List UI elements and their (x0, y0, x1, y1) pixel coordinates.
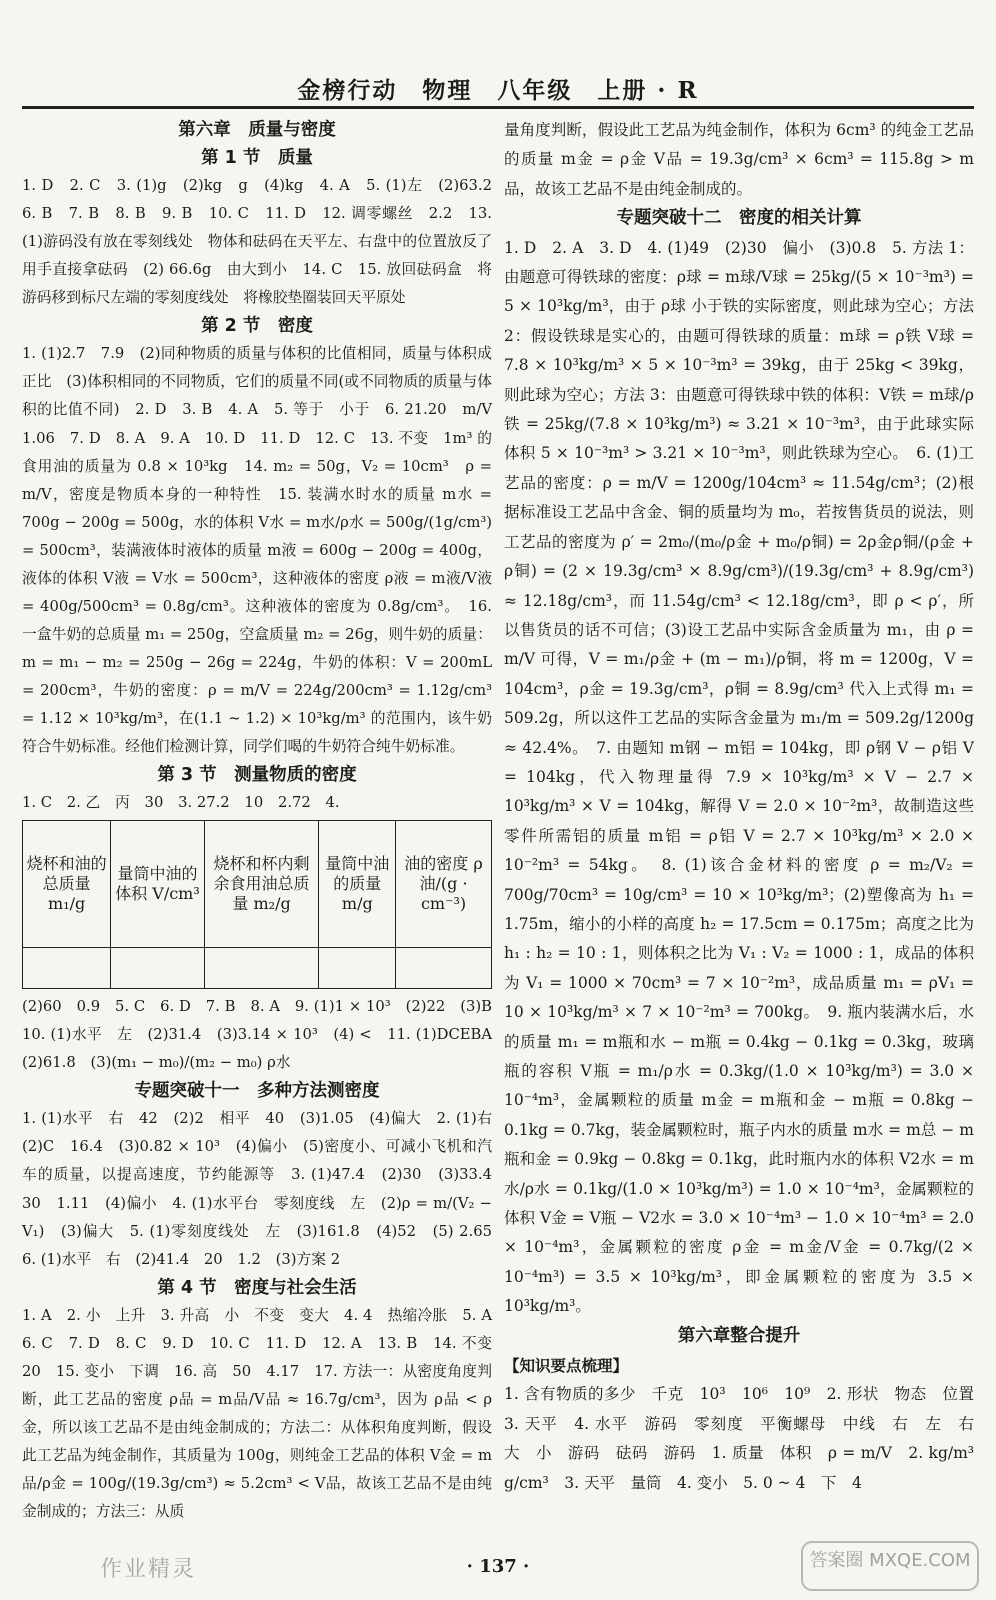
answer-paragraph: 1. A 2. 小 上升 3. 升高 小 不变 变大 4. 4 热缩冷胀 5. A 6. C 7. D 8. C 9. D 10. C 11. D 12. A 13. B 14. 不变 20 15. 变小 下调 16. 高 50 4.17 17. 方法一：从密度角度判断，此工艺品的密度 ρ品 = m品/V品 ≈ 16.7g/cm³，因为 ρ品 < ρ金，所以该工艺品不是由纯金制成的；方法二：从体积角度判断，假设此工艺品为纯金制作，其质量为 100g，则纯金工艺品的体积 V金 = m品/ρ金 = 100g/(19.3g/cm³) ≈ 5.2cm³ < V品，故该工艺品不是由纯金制成的；方法三：从质 (22, 1306, 507, 1521)
section-heading: 第六章整合提升 (677, 1325, 801, 1346)
page-header (0, 0, 996, 104)
header-title: 金榜行动 物理 八年级 上册 · R (297, 77, 699, 104)
section-heading: 专题突破十二 密度的相关计算 (616, 208, 862, 229)
section-heading: 第 3 节 测量物质的密度 (157, 765, 357, 786)
answer-paragraph: 1. D 2. A 3. D 4. (1)49 (2)30 偏小 (3)0.8 5. 方法 1：由题意可得铁球的密度：ρ球 = m球/V球 = 25kg/(5 × 10⁻³m³) = 5 × 10³kg/m³，由于 ρ球 小于铁的实际密度，则此球为空心；方法 2：假设铁球是实心的，由题可得铁球的质量：m球 = ρ铁 V球 = 7.8 × 10³kg/m³ × 5 × 10⁻³m³ = 39kg，由于 25kg < 39kg，则此球为空心；方法 3：由题意可得铁球中铁的体积：V铁 = m球/ρ铁 = 25kg/(7.8 × 10³kg/m³) ≈ 3.21 × 10⁻³m³，由于此球实际体积 5 × 10⁻³m³ > 3.21 × 10⁻³m³，则此铁球为空心。 6. (1)工艺品的密度：ρ = m/V = 1200g/104cm³ ≈ 11.54g/cm³；(2)根据标准设工艺品中含金、铜的质量均为 m₀，若按售货员的说法，则工艺品的密度为 ρ′ = 2m₀/(m₀/ρ金 + m₀/ρ铜) = 2ρ金ρ铜/(ρ金 + ρ铜) = (2 × 19.3g/cm³ × 8.9g/cm³)/(19.3g/cm³ + 8.9g/cm³) ≈ 12.18g/cm³，而 11.54g/cm³ < 12.18g/cm³，即 ρ < ρ′，所以售货员的话不可信；(3)设工艺品中实际含金质量为 m₁，由 ρ = m/V 可得，V = m₁/ρ金 + (m − m₁)/ρ铜，将 m = 1200g，V = 104cm³，ρ金 = 19.3g/cm³，ρ铜 = 8.9g/cm³ 代入上式得 m₁ = 509.2g，所以这件工艺品的实际含金量为 m₁/m = 509.2g/1200g ≈ 42.4%。 7. 由题知 m钢 − m铝 = 104kg，即 ρ钢 V − ρ铝 V = 104kg，代入物理量得 7.9 × 10³kg/m³ × V − 2.7 × 10³kg/m³ × V = 104kg，解得 V = 2.0 × 10⁻²m³，故制造这些零件所需铝的质量 m铝 = ρ铝 V = 2.7 × 10³kg/m³ × 2.0 × 10⁻²m³ = 54kg。 8. (1)该合金材料的密度 ρ = m₂/V₂ = 700g/70cm³ = 10g/cm³ = 10 × 10³kg/m³；(2)塑像高为 h₁ = 1.75m，缩小的小样的高度 h₂ = 17.5cm = 0.175m；高度之比为 h₁ : h₂ = 10 : 1，则体积之比为 V₁ : V₂ = 1000 : 1，成品的体积为 V₁ = 1000 × 70cm³ = 7 × 10⁻²m³，成品质量 m₁ = ρV₁ = 10 × 10³kg/m³ × 7 × 10⁻²m³ = 700kg。 9. 瓶内装满水后，水的质量 m₁ = m瓶和水 − m瓶 = 0.4kg − 0.1kg = 0.3kg，玻璃瓶的容积 V瓶 = m₁/ρ水 = 0.3kg/(1.0 × 10³kg/m³) = 3.0 × 10⁻⁴m³，金属颗粒的质量 m金 = m瓶和金 − m瓶 = 0.8kg − 0.1kg = 0.7kg，装金属颗粒时，瓶子内水的质量 m水 = m总 − m瓶和金 = 0.9kg − 0.8kg = 0.1kg，此时瓶内水的体积 V2水 = m水/ρ水 = 0.1kg/(1.0 × 10³kg/m³) = 1.0 × 10⁻⁴m³，金属颗粒的体积 V金 = V瓶 − V2水 = 3.0 × 10⁻⁴m³ − 1.0 × 10⁻⁴m³ = 2.0 × 10⁻⁴m³，金属颗粒的密度 ρ金 = m金/V金 = 0.7kg/(2 × 10⁻⁴m³) = 3.5 × 10³kg/m³，即金属颗粒的密度为 3.5 × 10³kg/m³。 (504, 238, 974, 1316)
section-heading: 专题突破十一 多种方法测密度 (134, 1081, 380, 1102)
table-header-cell: 量筒中油的质量 m/g (319, 821, 396, 948)
answer-paragraph: (2)60 0.9 5. C 6. D 7. B 8. A 9. (1)1 × 10³ (2)22 (3)B 10. (1)水平 左 (2)31.4 (3)3.14 × 10³ (4) < 11. (1)DCEBA (2)61.8 (3)(m₁ − m₀)/(m₂ − m₀) ρ水 (22, 998, 507, 1072)
table-header-cell: 量筒中油的体积 V/cm³ (111, 821, 204, 948)
answer-paragraph: 1. C 2. 乙 丙 30 3. 27.2 10 2.72 4. (22, 794, 340, 812)
table-empty-cell (396, 948, 492, 989)
header-rule (22, 106, 974, 109)
table-empty-cell (23, 948, 111, 989)
table-header-cell: 油的密度 ρ油/(g · cm⁻³) (396, 821, 492, 948)
watermark-logo (800, 1538, 980, 1594)
watermark-logo-icon (800, 1538, 980, 1594)
answer-paragraph: 1. 含有物质的多少 千克 10³ 10⁶ 10⁹ 2. 形状 物态 位置 3. 天平 4. 水平 游码 零刻度 平衡螺母 中线 右 左 右 大 小 游码 砝码 游码 1. 质量 体积 ρ = m/V 2. kg/m³ g/cm³ 3. 天平 量筒 4. 变小 5. 0 ~ 4 下 4 (504, 1385, 990, 1492)
table-empty-cell (204, 948, 319, 989)
section-heading: 第六章 质量与密度 (178, 120, 336, 140)
table-header-cell: 烧杯和油的总质量 m₁/g (23, 821, 111, 948)
table-header-cell: 烧杯和杯内剩余食用油总质量 m₂/g (204, 821, 319, 948)
section-heading: 第 4 节 密度与社会生活 (157, 1277, 357, 1298)
table-empty-cell (319, 948, 396, 989)
left-column (22, 116, 507, 1526)
table-empty-cell (111, 948, 204, 989)
answer-paragraph: 1. D 2. C 3. (1)g (2)kg g (4)kg 4. A 5. (1)左 (2)63.2 6. B 7. B 8. B 9. B 10. C 11. D 12. 调零螺丝 2.2 13. (1)游码没有放在零刻线处 物体和砝码在天平左、右盘中的位置放反了 用手直接拿砝码 (2) 66.6g 由大到小 14. C 15. 放回砝码盒 将游码移到标尺左端的零刻度线处 将橡胶垫圈装回天平原处 (22, 177, 507, 307)
answer-paragraph: 1. (1)水平 右 42 (2)2 相平 40 (3)1.05 (4)偏大 2. (1)右 (2)C 16.4 (3)0.82 × 10³ (4)偏小 (5)密度小、可减小飞机和汽车的质量，以提高速度，节约能源等 3. (1)47.4 (2)30 (3)33.4 30 1.11 (4)偏小 4. (1)水平台 零刻度线 左 (2)ρ = m/(V₂ − V₁) (3)偏大 5. (1)零刻度线处 左 (3)161.8 (4)52 (5) 2.65 6. (1)水平 右 (2)41.4 20 1.2 (3)方案 2 (22, 1110, 507, 1268)
page-number: · 137 · (466, 1556, 530, 1577)
answer-paragraph: 1. (1)2.7 7.9 (2)同种物质的质量与体积的比值相同，质量与体积成正比 (3)体积相同的不同物质，它们的质量不同(或不同物质的质量与体积的比值不同) 2. D 3. B 4. A 5. 等于 小于 6. 21.20 m/V 1.06 7. D 8. A 9. A 10. D 11. D 12. C 13. 不变 1m³ 的食用油的质量为 0.8 × 10³kg 14. m₂ = 50g，V₂ = 10cm³ ρ = m/V，密度是物质本身的一种特性 15. 装满水时水的质量 m水 = 700g − 200g = 500g，水的体积 V水 = m水/ρ水 = 500g/(1g/cm³) = 500cm³，装满液体时液体的质量 m液 = 600g − 200g = 400g，液体的体积 V液 = V水 = 500cm³，这种液体的密度 ρ液 = m液/V液 = 400g/500cm³ = 0.8g/cm³。这种液体的密度为 0.8g/cm³。 16. 一盒牛奶的总质量 m₁ = 250g，空盒质量 m₂ = 26g，则牛奶的质量：m = m₁ − m₂ = 250g − 26g = 224g，牛奶的体积：V = 200mL = 200cm³，牛奶的密度：ρ = m/V = 224g/200cm³ = 1.12g/cm³ = 1.12 × 10³kg/m³，在(1.1 ~ 1.2) × 10³kg/m³ 的范围内，该牛奶符合牛奶标准。经他们检测计算，同学们喝的牛奶符合纯牛奶标准。 (22, 345, 507, 756)
section-heading: 第 1 节 质量 (201, 148, 313, 169)
watermark-left: 作业精灵 (100, 1557, 197, 1582)
density-table (22, 820, 492, 989)
right-column (504, 116, 990, 1498)
section-heading: 第 2 节 密度 (201, 316, 313, 337)
answer-paragraph: 【知识要点梳理】 (504, 1356, 629, 1376)
answer-paragraph: 量角度判断，假设此工艺品为纯金制作，体积为 6cm³ 的纯金工艺品的质量 m金 = ρ金 V品 = 19.3g/cm³ × 6cm³ = 115.8g > m品，故该工艺品不是由纯金制成的。 (504, 121, 974, 198)
watermark-logo-text: 答案圈 MXQE.COM (809, 1550, 971, 1571)
